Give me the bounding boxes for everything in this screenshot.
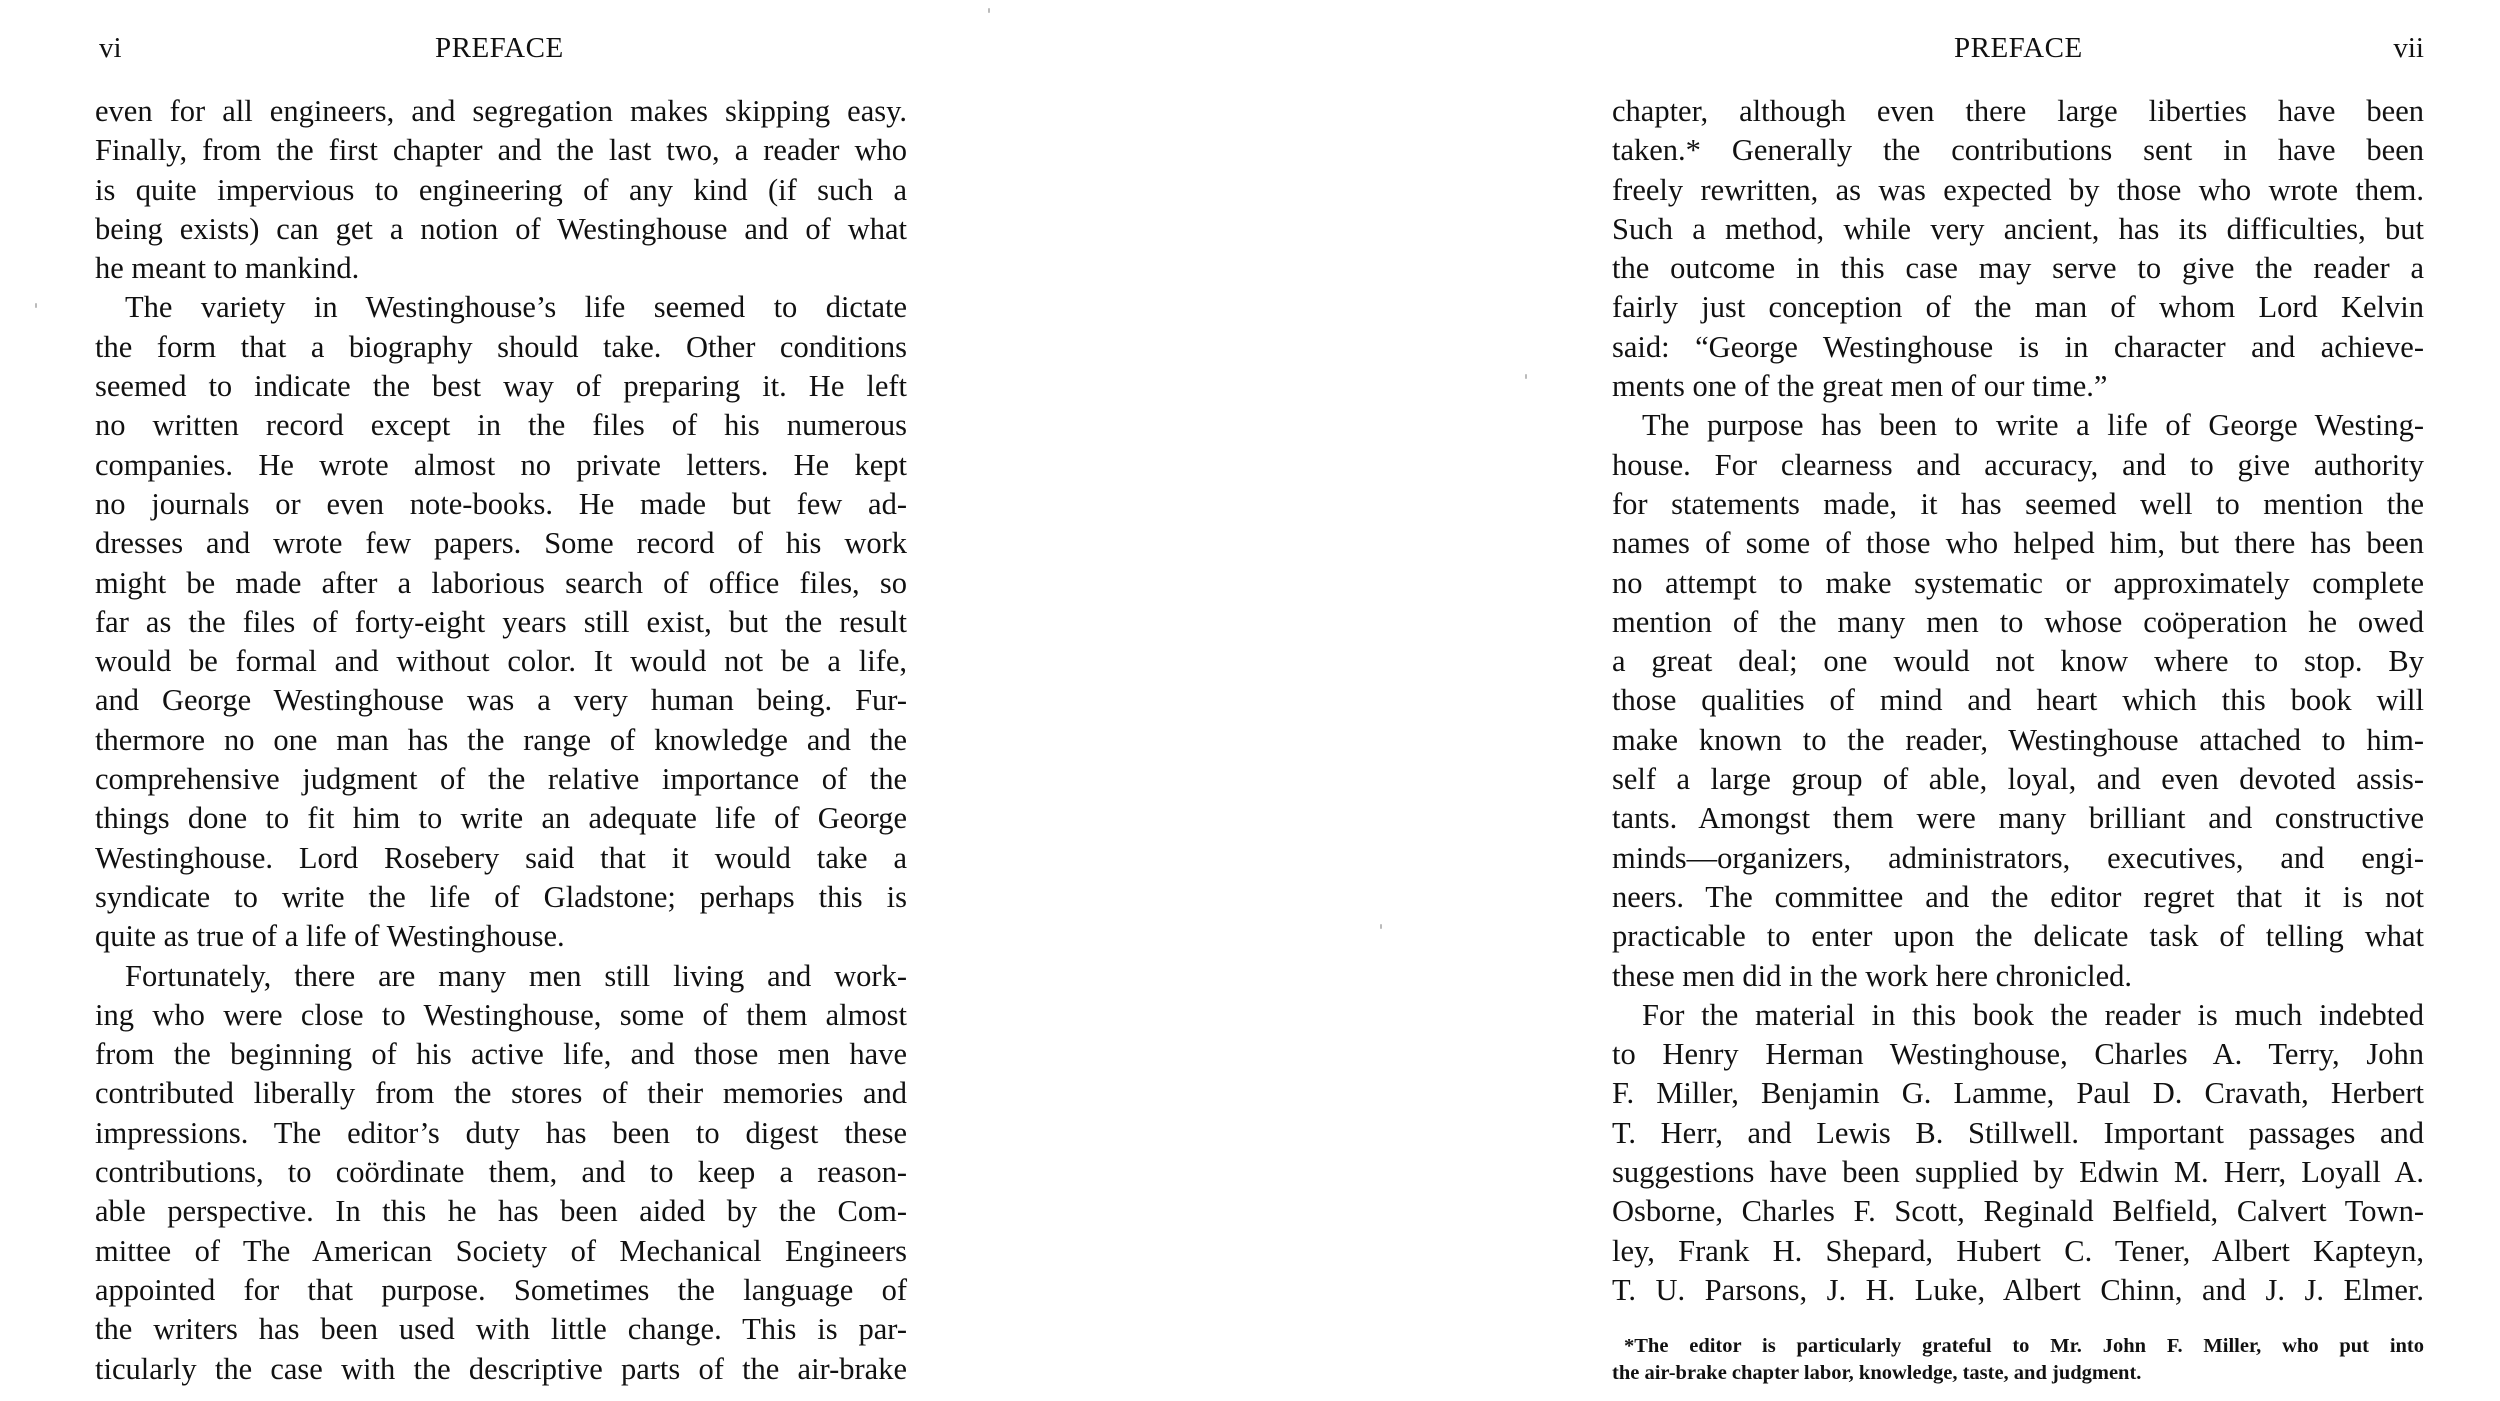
text-line: fairly just conception of the man of whom Lord Kelvin	[1612, 290, 2424, 325]
text-line: mention of the many men to whose coöperation he owed	[1612, 604, 2424, 639]
text-line: those qualities of mind and heart which this book will	[1612, 683, 2424, 718]
text-line: for statements made, it has seemed well to mention the	[1612, 486, 2424, 521]
text-line: companies. He wrote almost no private letters. He kept	[95, 447, 907, 482]
left-page	[95, 0, 907, 1401]
right-page	[1612, 0, 2424, 1401]
text-line: able perspective. In this he has been aided by the Com-	[95, 1194, 907, 1229]
text-line: no journals or even note-books. He made but few ad-	[95, 486, 907, 521]
text-line: things done to fit him to write an adequate life of George	[95, 801, 907, 836]
text-line: names of some of those who helped him, but there has been	[1612, 526, 2424, 561]
text-line: no attempt to make systematic or approximately complete	[1612, 565, 2424, 600]
text-line: syndicate to write the life of Gladstone; perhaps this is	[95, 879, 907, 914]
left-page-header	[95, 28, 907, 68]
left-running-head: PREFACE	[435, 32, 564, 64]
text-line: Westinghouse. Lord Rosebery said that it would take a	[95, 840, 907, 875]
text-line: the outcome in this case may serve to give the reader a	[1612, 251, 2424, 286]
text-line: house. For clearness and accuracy, and to give authority	[1612, 447, 2424, 482]
text-line: chapter, although even there large liberties have been	[1612, 94, 2424, 128]
text-line: quite as true of a life of Westinghouse.	[95, 919, 565, 954]
scan-speck	[35, 303, 37, 308]
text-line: ing who were close to Westinghouse, some of them almost	[95, 997, 907, 1032]
text-line: Osborne, Charles F. Scott, Reginald Belfield, Calvert Town-	[1612, 1194, 2424, 1229]
right-page-header	[1612, 28, 2424, 68]
text-line: these men did in the work here chronicled.	[1612, 958, 2133, 993]
footnote	[1612, 1333, 2424, 1387]
text-line: appointed for that purpose. Sometimes the language of	[95, 1272, 907, 1307]
text-line: the air-brake chapter labor, knowledge, taste, and judgment.	[1612, 1362, 2142, 1384]
scan-speck	[988, 8, 990, 13]
text-line: would be formal and without color. It would not be a life,	[95, 644, 907, 679]
text-line: to Henry Herman Westinghouse, Charles A. Terry, John	[1612, 1037, 2424, 1072]
text-line: The variety in Westinghouse’s life seemed to dictate	[125, 290, 907, 325]
text-line: contributed liberally from the stores of their memories and	[95, 1076, 907, 1111]
text-line: the writers has been used with little change. This is par-	[95, 1312, 907, 1347]
text-line: practicable to enter upon the delicate task of telling what	[1612, 919, 2424, 954]
left-page-body	[95, 92, 907, 1389]
text-line: taken.* Generally the contributions sent in have been	[1612, 133, 2424, 168]
text-line: might be made after a laborious search of office files, so	[95, 565, 907, 600]
text-line: impressions. The editor’s duty has been to digest these	[95, 1115, 907, 1150]
text-line: T. Herr, and Lewis B. Stillwell. Important passages and	[1612, 1115, 2424, 1150]
right-page-number: vii	[2393, 32, 2424, 64]
text-line: is quite impervious to engineering of any kind (if such a	[95, 172, 907, 207]
text-line: a great deal; one would not know where to stop. By	[1612, 644, 2424, 679]
text-line: ments one of the great men of our time.”	[1612, 369, 2108, 404]
text-line: thermore no one man has the range of knowledge and the	[95, 722, 907, 757]
text-line: Fortunately, there are many men still living and work-	[125, 958, 907, 993]
text-line: said: “George Westinghouse is in character and achieve-	[1612, 329, 2424, 364]
text-line: the form that a biography should take. Other conditions	[95, 329, 907, 364]
text-line: neers. The committee and the editor regret that it is not	[1612, 879, 2424, 914]
text-line: ticularly the case with the descriptive parts of the air-brake	[95, 1351, 907, 1386]
text-line: For the material in this book the reader is much indebted	[1642, 997, 2424, 1032]
text-line: F. Miller, Benjamin G. Lamme, Paul D. Cravath, Herbert	[1612, 1076, 2424, 1111]
text-line: make known to the reader, Westinghouse attached to him-	[1612, 722, 2424, 757]
text-line: and George Westinghouse was a very human being. Fur-	[95, 683, 907, 718]
left-page-number: vi	[99, 32, 122, 64]
text-line: contributions, to coördinate them, and to keep a reason-	[95, 1155, 907, 1190]
right-page-body	[1612, 92, 2424, 1310]
scan-speck	[1525, 374, 1527, 379]
text-line: dresses and wrote few papers. Some record of his work	[95, 526, 907, 561]
text-line: from the beginning of his active life, and those men have	[95, 1037, 907, 1072]
text-line: tants. Amongst them were many brilliant and constructive	[1612, 801, 2424, 836]
text-line: even for all engineers, and segregation makes skipping easy.	[95, 94, 907, 128]
text-line: being exists) can get a notion of Westinghouse and of what	[95, 211, 907, 246]
text-line: self a large group of able, loyal, and even devoted assis-	[1612, 762, 2424, 797]
text-line: Finally, from the first chapter and the last two, a reader who	[95, 133, 907, 168]
scan-speck	[1380, 924, 1382, 929]
text-line: seemed to indicate the best way of preparing it. He left	[95, 369, 907, 404]
text-line: *The editor is particularly grateful to Mr. John F. Miller, who put into	[1624, 1335, 2424, 1357]
text-line: suggestions have been supplied by Edwin M. Herr, Loyall A.	[1612, 1155, 2424, 1190]
right-running-head: PREFACE	[1954, 32, 2083, 64]
text-line: Such a method, while very ancient, has its difficulties, but	[1612, 211, 2424, 246]
text-line: T. U. Parsons, J. H. Luke, Albert Chinn, and J. J. Elmer.	[1612, 1272, 2424, 1307]
text-line: mittee of The American Society of Mechanical Engineers	[95, 1233, 907, 1268]
text-line: far as the files of forty-eight years still exist, but the result	[95, 604, 907, 639]
text-line: freely rewritten, as was expected by those who wrote them.	[1612, 172, 2424, 207]
text-line: comprehensive judgment of the relative importance of the	[95, 762, 907, 797]
text-line: ley, Frank H. Shepard, Hubert C. Tener, Albert Kapteyn,	[1612, 1233, 2424, 1268]
text-line: no written record except in the files of his numerous	[95, 408, 907, 443]
text-line: The purpose has been to write a life of George Westing-	[1642, 408, 2424, 443]
text-line: he meant to mankind.	[95, 251, 360, 286]
text-line: minds—organizers, administrators, executives, and engi-	[1612, 840, 2424, 875]
